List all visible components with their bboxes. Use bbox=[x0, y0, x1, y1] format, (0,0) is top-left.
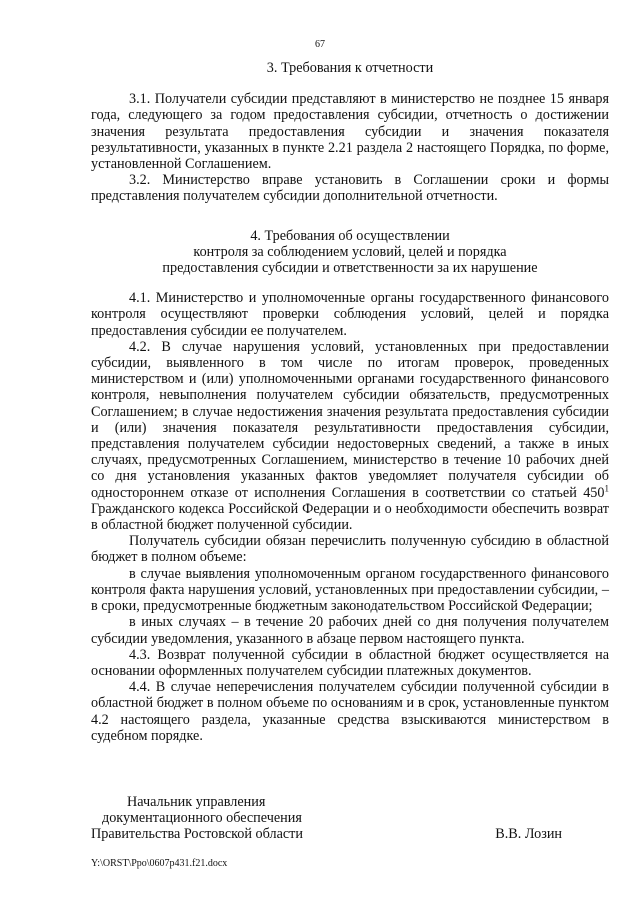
article-superscript: 1 bbox=[604, 482, 609, 493]
signature-title-line-3: Правительства Ростовской области bbox=[91, 826, 303, 843]
paragraph-4-2 bbox=[91, 339, 609, 533]
paragraph-4-2-obligation: Получатель субсидии обязан перечислить полученную субсидию в областной бюджет в полном объеме: bbox=[91, 533, 609, 566]
paragraph-4-4: 4.4. В случае неперечисления получателем субсидии полученной субсидии в областной бюджет в полном объеме по основаниям и в срок, установленные пунктом 4.2 настоящего раздела, указанные средства взыскиваются министерством в судебном порядке. bbox=[91, 679, 609, 744]
section-4-heading-line-3: предоставления субсидии и ответственности за их нарушение bbox=[162, 260, 538, 277]
signature-title-line-1: Начальник управления bbox=[127, 794, 266, 810]
document-body bbox=[91, 60, 609, 744]
section-4-heading bbox=[91, 228, 609, 277]
signatory-name: В.В. Лозин bbox=[495, 826, 562, 843]
paragraph-4-2-case-2: в иных случаях – в течение 20 рабочих дней со дня получения получателем субсидии уведомления, указанного в абзаце первом настоящего пункта. bbox=[91, 614, 609, 647]
signature-title-line-2: документационного обеспечения bbox=[102, 810, 302, 827]
paragraph-3-2: 3.2. Министерство вправе установить в Соглашении сроки и формы представления получателем субсидии дополнительной отчетности. bbox=[91, 172, 609, 205]
paragraph-4-1: 4.1. Министерство и уполномоченные органы государственного финансового контроля осуществляют проверки соблюдения условий, целей и порядка предоставления субсидии ее получателем. bbox=[91, 290, 609, 339]
paragraph-3-1: 3.1. Получатели субсидии представляют в министерство не позднее 15 января года, следующего за годом предоставления субсидии, отчетность о достижении значения результата предоставления субсидии и значения показателя результативности, указанных в пункте 2.21 раздела 2 настоящего Порядка, по форме, установленной Соглашением. bbox=[91, 91, 609, 173]
paragraph-4-3: 4.3. Возврат полученной субсидии в областной бюджет осуществляется на основании оформленных получателем субсидии платежных документов. bbox=[91, 646, 609, 679]
signature-block bbox=[91, 794, 609, 843]
paragraph-4-2-case-1: в случае выявления уполномоченным органом государственного финансового контроля факта нарушения условий, установленных при предоставлении субсидии, – в сроки, предусмотренные бюджетным законодательством Российской Федерации; bbox=[91, 565, 609, 615]
section-3-heading: 3. Требования к отчетности bbox=[266, 60, 434, 76]
page-number: 67 bbox=[315, 39, 325, 50]
file-path-footer: Y:\ORST\Ppo\0607p431.f21.docx bbox=[91, 858, 228, 869]
paragraph-4-2-text-end: Гражданского кодекса Российской Федерации и о необходимости обеспечить возврат в областной бюджет полученной субсидии. bbox=[91, 500, 609, 534]
section-4-heading-line-2: контроля за соблюдением условий, целей и порядка bbox=[193, 243, 507, 260]
section-4-heading-line-1: 4. Требования об осуществлении bbox=[250, 227, 450, 244]
paragraph-4-2-text: 4.2. В случае нарушения условий, установленных при предоставлении субсидии, выявленного в том числе по итогам проверок, проведенных министерством и (или) уполномоченными органами государственного финансового контроля, невыполнения получателем субсидии обязательств, предусмотренных Соглашением; в случае недостижения значения результата предоставления субсидии и (или) значения показателя результативности предоставления субсидии, представления получателем субсидии недостоверных сведений, а также в иных случаях, предусмотренных Соглашением, министерство в течение 10 рабочих дней со дня установления указанных фактов уведомляет получателя субсидии об одностороннем отказе от исполнения Соглашения в соответствии со статьей 450 bbox=[91, 338, 609, 501]
signature-row bbox=[91, 826, 609, 842]
